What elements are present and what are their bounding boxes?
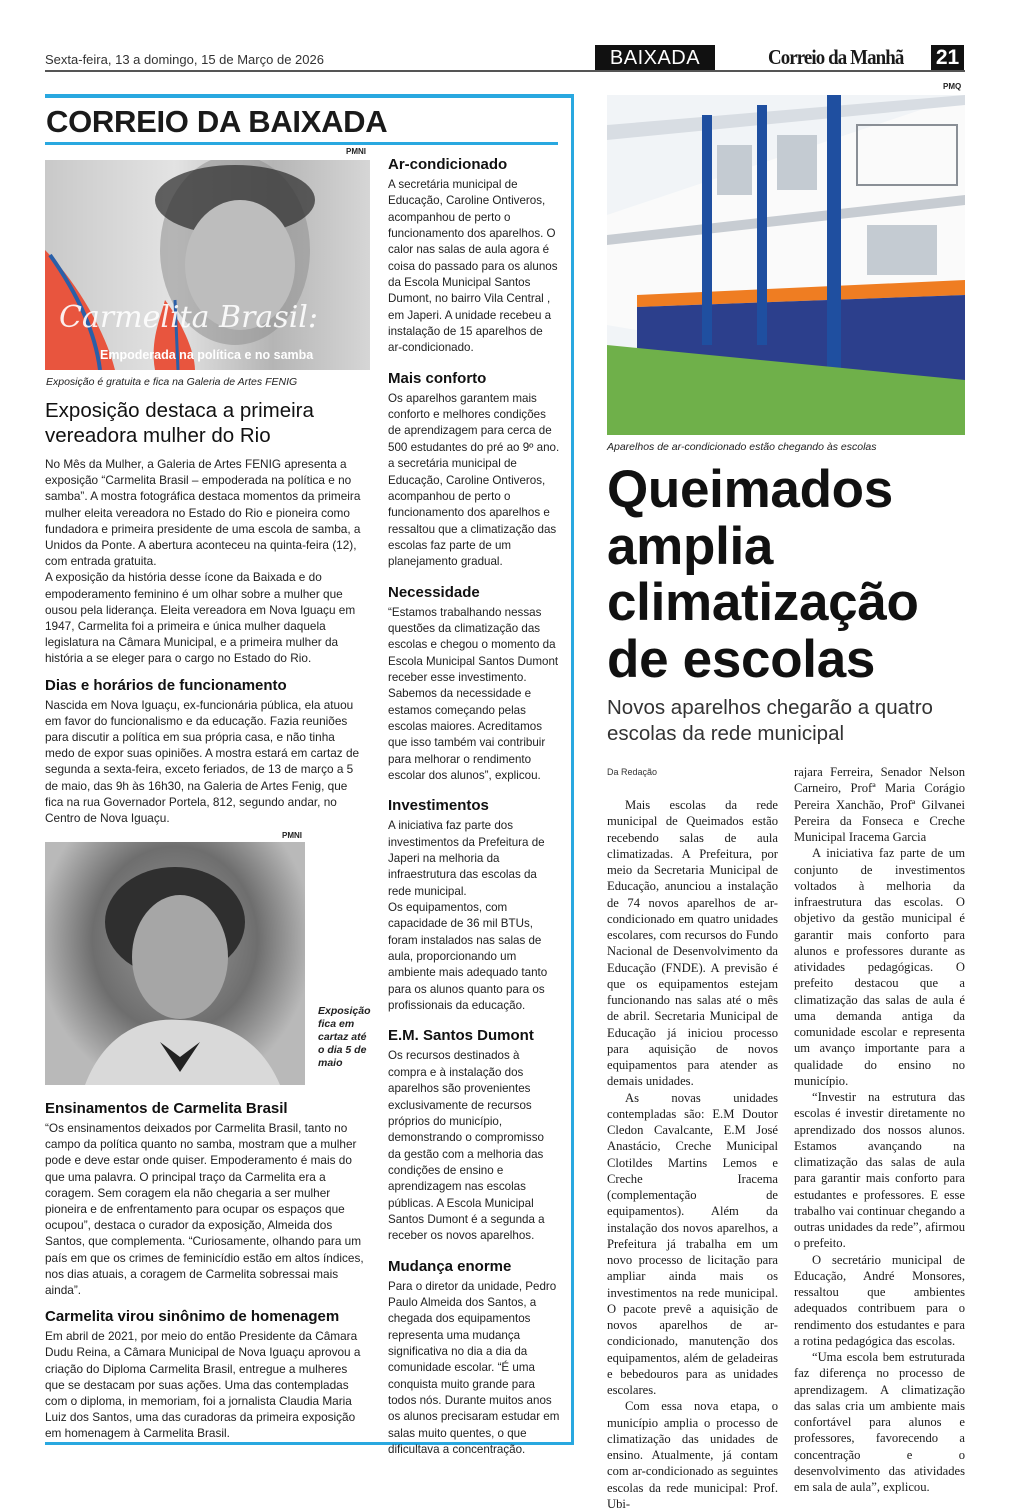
article-column-2: [794, 764, 965, 1495]
subheading: Carmelita virou sinônimo de homenagem: [45, 1308, 340, 1326]
subheading: E.M. Santos Dumont: [388, 1027, 534, 1045]
paragraph: Nascida em Nova Iguaçu, ex-funcionária pública, ela atuou em favor do funcionalismo e da educação. Fazia reuniões para discutir a política em sua própria casa, e não tinha medo de expor suas opiniões. A mostra estará em cartaz de segunda a sexta-feira, exceto feriados, de 13 de março a 5 de maio, das 9h às 16h30, na Galeria de Artes Fenig, que fica na rua Governador Portela, 812, segundo andar, no Centro de Nova Iguaçu.: [45, 697, 360, 826]
paragraph: Os recursos destinados à compra e à instalação dos aparelhos são provenientes exclusivamente de recursos próprios do município, demonstrando o compromisso da gestão com a melhoria das condições de ensino e aprendizagem nas escolas públicas. A Escola Municipal Santos Dumont é a segunda a receber os novos aparelhos.: [388, 1049, 545, 1243]
paragraph: A secretária municipal de Educação, Caroline Ontiveros, acompanhou de perto o funcionamento dos aparelhos. O calor nas salas de aula agora é coisa do passado para os alunos da Escola Municipal Santos Dumont, no bairro Vila Central , em Japeri. A unidade recebeu a instalação de 15 aparelhos de ar-condicionado.: [388, 178, 558, 355]
photo-credit: PMQ: [943, 82, 962, 91]
section-tag: BAIXADA: [595, 45, 715, 71]
newspaper-logo: Correio da Manhã: [768, 45, 904, 69]
photo-caption: Exposição fica em cartaz até o dia 5 de maio: [318, 1005, 371, 1069]
subheading: Ensinamentos de Carmelita Brasil: [45, 1100, 288, 1117]
paragraph: “Os ensinamentos deixados por Carmelita Brasil, tanto no campo da política quanto no samba, mostram que a mulher pode e deve estar onde quiser. Empoderamento é mais do que uma palavra. O principal traço da Carmelita era a coragem. Sem coragem ela não chegaria a ser mulher pioneira e de enfrentamento para ocupar os espaços que ocupou”, destaca o curador da exposição, Almeida dos Santos, que complementa. “Curiosamente, olhando para um país em que os crimes de feminicídio estão em altos índices, nos dias atuais, a coragem de Carmelita sobressai mais ainda”.: [45, 1121, 364, 1298]
box-title: CORREIO DA BAIXADA: [46, 104, 388, 139]
photo-caption: Exposição é gratuita e fica na Galeria de Artes FENIG: [46, 376, 298, 388]
paragraph: A exposição da história desse ícone da Baixada e do empoderamento feminino é um olhar sobre a mulher que ousou pela liderança. Eleita vereadora em Nova Iguaçu em 1947, Carmelita foi a primeira e única mulher daquela legislatura na Câmara Municipal, e a primeira mulher da história a se eleger para o cargo no Estado do Rio.: [45, 570, 356, 666]
photo-credit: PMNI: [346, 147, 366, 156]
subheading: Dias e horários de funcionamento: [45, 676, 287, 694]
paragraph: Mais escolas da rede municipal de Queimados estão recebendo salas de aula climatizadas. A Prefeitura, por meio da Secretaria Municipal de Educação, anunciou a instalação de 74 novos aparelhos de ar-condicionado em quatro unidades escolares, com recursos do Fundo Nacional de Desenvolvimento da Educação (FNDE). A previsão é que os equipamentos estejam funcionando nas salas até o mês de abril. Secretaria Municipal de Educação já iniciou processo para aquisição de novos equipamentos para atender as demais unidades.: [607, 798, 778, 1089]
subheading: Ar-condicionado: [388, 156, 508, 173]
photo-caption: Aparelhos de ar-condicionado estão chegando às escolas: [607, 441, 877, 453]
school-building-photo: [607, 95, 965, 435]
portrait-art: [45, 842, 305, 1085]
byline: Da Redação: [607, 767, 658, 777]
school-building-art: [607, 95, 965, 435]
article-subtitle: Novos aparelhos chegarão a quatro escolas da rede municipal: [607, 696, 933, 745]
paragraph: Para o diretor da unidade, Pedro Paulo Almeida dos Santos, a chegada dos equipamentos representa uma mudança significativa no dia a dia da comunidade escolar. “É uma conquista muito grande para todos nós. Durante muitos anos os alunos precisaram estudar em salas muito quentes, o que dificultava a concentração.: [388, 1279, 560, 1457]
paragraph: Os equipamentos, com capacidade de 36 mil BTUs, foram instalados nas salas de aula, proporcionando um ambiente mais adequado tanto para os alunos quanto para os profissionais da educação.: [388, 901, 548, 1013]
poster-art: [45, 160, 370, 370]
poster-script-title: Carmelita Brasil:: [59, 300, 319, 335]
paragraph: “Estamos trabalhando nessas questões da climatização das escolas e chegou o momento da Escola Municipal Santos Dumont receber esse investimento. Sabemos da necessidade e estamos começando pelas escolas maiores. Acreditamos que isso também vai contribuir para melhorar o rendimento escolar dos alunos”, explicou.: [388, 605, 559, 782]
subheading: Mudança enorme: [388, 1257, 512, 1275]
subheading: Necessidade: [388, 583, 480, 601]
header-rule: [45, 70, 965, 72]
subheading: Mais conforto: [388, 369, 487, 387]
main-headline: Queimados amplia climatização de escolas: [607, 460, 919, 689]
subheading: Investimentos: [388, 797, 489, 815]
paragraph: “Investir na estrutura das escolas é investir diretamente no aprendizado dos nossos alunos. Estamos avançando na climatização das salas de aula para garantir mais conforto para estudantes e professores. E esse trabalho vai continuar chegando a outras unidades da rede”, afirmou o prefeito.: [794, 1090, 965, 1251]
carmelita-poster-photo: [45, 160, 370, 370]
carmelita-portrait-photo: [45, 842, 305, 1085]
article-column-1: [607, 797, 778, 1512]
paragraph: Os aparelhos garantem mais conforto e melhores condições de aprendizagem para cerca de 500 estudantes do pré ao 9º ano. a secretária municipal de Educação, Caroline Ontiveros, acompanhou de perto o funcionamento dos aparelhos e ressaltou que a climatização das escolas faz parte de um planejamento gradual.: [388, 391, 560, 569]
paragraph: No Mês da Mulher, a Galeria de Artes FENIG apresenta a exposição “Carmelita Brasil – empoderada na política e no samba”. A mostra fotográfica destaca momentos da primeira mulher eleita vereadora no Estado do Rio e pioneira como fundadora e primeira presidente de uma escola de samba, a Unidos da Ponte. A abertura aconteceu na quinta-feira (12), com entrada gratuita.: [45, 457, 361, 569]
box-title-rule: [45, 142, 558, 145]
paragraph: O secretário municipal de Educação, André Monsores, ressaltou que ambientes adequados contribuem para o rendimento dos estudantes e para a rotina pedagógica das escolas.: [794, 1252, 965, 1348]
paragraph: Em abril de 2021, por meio do então Presidente da Câmara Dudu Reina, a Câmara Municipal de Nova Iguaçu aprovou a criação do Diploma Carmelita Brasil, entregue a mulheres que se destacam por suas ações. Uma das contempladas com o diploma, in memoriam, foi a jornalista Claudia Maria Luiz dos Santos, uma das curadoras da primeira exposição em homenagem à Carmelita Brasil.: [45, 1329, 361, 1441]
issue-date: Sexta-feira, 13 a domingo, 15 de Março de 2026: [45, 52, 324, 67]
paragraph: As novas unidades contempladas são: E.M Doutor Cledon Cavalcante, E.M José Anastácio, Creche Municipal Clotildes Martins Lemos e Creche Iracema (complementação de equipamentos). Além da instalação dos novos aparelhos, a Prefeitura já trabalha em um novo processo de licitação para ampliar ainda mais os investimentos na rede municipal. O pacote prevê a aquisição de novos aparelhos de ar-condicionado, manutenção dos equipamentos, além de geladeiras e bebedouros para as unidades escolares.: [607, 1090, 778, 1397]
photo-credit: PMNI: [282, 831, 302, 840]
paragraph: A iniciativa faz parte de um conjunto de investimentos voltados à melhoria da infraestrutura das escolas. O objetivo da gestão municipal é garantir mais conforto para alunos e professores durante as atividades pedagógicas. O prefeito destacou que a climatização das salas de aula é uma demanda antiga da comunidade escolar e representa um avanço importante para a qualidade do ensino no município.: [794, 846, 965, 1088]
article-headline: Exposição destaca a primeira vereadora mulher do Rio: [45, 399, 314, 447]
page-number: 21: [931, 45, 964, 71]
paragraph: rajara Ferreira, Senador Nelson Carneiro, Profª Maria Corágio Pereira Xanchão, Profª Gilvanei Pereira da Fonseca e Creche Municipal Iracema Garcia: [794, 765, 965, 844]
paragraph: A iniciativa faz parte dos investimentos da Prefeitura de Japeri na melhoria da infraestrutura das escolas da rede municipal.: [388, 819, 545, 898]
poster-subtitle: Empoderada na política e no samba: [100, 348, 314, 362]
paragraph: “Uma escola bem estruturada faz diferença no processo de aprendizagem. A climatização das salas cria um ambiente mais confortável para alunos e professores, favorecendo a concentração e o desenvolvimento das atividades em sala de aula”, explicou.: [794, 1350, 965, 1494]
sidebar-article-column: [388, 156, 560, 1471]
paragraph: Com essa nova etapa, o município amplia o processo de climatização das unidades de ensino. Atualmente, já contam com ar-condicionado as seguintes escolas da rede municipal: Prof. Ubi-: [607, 1399, 778, 1511]
